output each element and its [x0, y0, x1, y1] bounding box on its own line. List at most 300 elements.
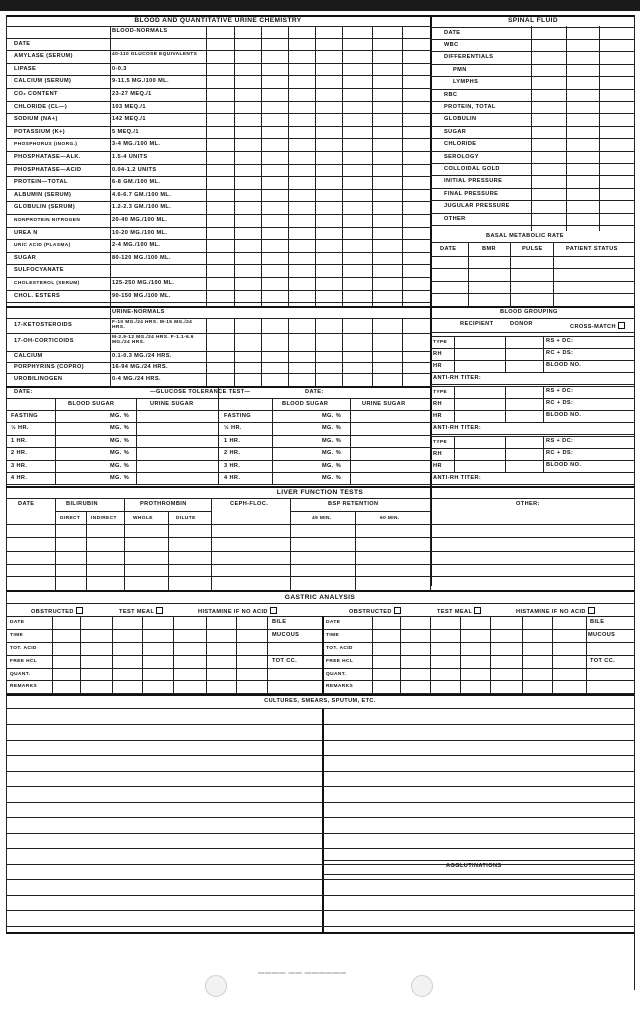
glucose-blood-sugar-heading-2: BLOOD SUGAR	[282, 401, 329, 407]
grid-rule-h	[6, 680, 634, 681]
glucose-time-label: ½ HR.	[11, 424, 29, 431]
bmr-col-date: DATE	[440, 246, 457, 252]
grid-rule-v	[454, 336, 455, 372]
glucose-unit-2: MG. %	[322, 437, 342, 444]
gastric-row-label-left: QUANT.	[10, 671, 31, 677]
spinal-row-label: RBC	[444, 91, 458, 98]
spinal-row-label: JUGULAR PRESSURE	[444, 202, 510, 209]
blood-test-label: URIC ACID (PLASMA)	[14, 242, 71, 248]
liver-bsp-retention: BSP RETENTION	[328, 501, 379, 507]
grid-rule-v	[566, 26, 567, 231]
gastric-left-test-meal: TEST MEAL	[119, 607, 163, 616]
grid-rule-h	[6, 50, 430, 51]
grid-rule-h	[430, 360, 634, 361]
grouping-rc-ds: RC + DS:	[546, 350, 574, 356]
grid-rule-v	[315, 26, 316, 306]
blood-normal-value: 2-4 MG./100 ML.	[112, 241, 161, 248]
glucose-unit-2: MG. %	[322, 474, 342, 481]
grid-rule-h	[6, 668, 634, 669]
blood-grouping-heading: BLOOD GROUPING	[500, 309, 558, 315]
blood-test-label: LIPASE	[14, 65, 37, 72]
grid-rule-h	[6, 694, 634, 696]
grid-rule-h	[322, 860, 634, 861]
grid-rule-h	[6, 138, 430, 139]
blood-normal-value: 6-8 GM./100 ML.	[112, 178, 161, 185]
grid-rule-h	[430, 484, 634, 485]
anti-rh-titer: ANTI-RH TITER:	[433, 475, 482, 481]
liver-indirect: INDIRECT	[91, 516, 117, 521]
gastric-right-histamine: HISTAMINE IF NO ACID	[516, 607, 595, 616]
grid-rule-h	[430, 113, 634, 114]
grid-rule-v	[552, 616, 553, 693]
glucose-unit-2: MG. %	[322, 424, 342, 431]
spinal-row-label: OTHER	[444, 215, 466, 222]
grid-rule-h	[430, 39, 634, 40]
glucose-time-label-2: 3 HR.	[224, 462, 241, 469]
grid-rule-v	[599, 26, 600, 231]
grid-rule-h	[6, 771, 634, 772]
grid-rule-h	[430, 268, 634, 269]
blood-normal-value: 10-20 MG./100 ML.	[112, 229, 168, 236]
grid-rule-h	[6, 537, 634, 538]
grid-rule-h	[55, 511, 211, 512]
grid-rule-v	[142, 616, 143, 693]
grid-rule-h	[6, 755, 634, 756]
liver-date: DATE	[18, 501, 35, 507]
blood-test-label: CHOL. ESTERS	[14, 292, 61, 299]
glucose-time-label-2: ½ HR.	[224, 424, 242, 431]
section-title-blood-chemistry: BLOOD AND QUANTITATIVE URINE CHEMISTRY	[134, 17, 302, 24]
grid-rule-v	[586, 616, 587, 693]
grid-rule-v	[315, 318, 316, 386]
grid-rule-h	[430, 398, 634, 399]
grid-rule-h	[430, 101, 634, 102]
blood-normal-value: 20-40 MG./100 ML.	[112, 216, 168, 223]
grid-rule-v	[372, 616, 373, 693]
grid-rule-h	[430, 175, 634, 176]
grid-rule-h	[6, 603, 634, 604]
grid-rule-h	[6, 318, 430, 319]
grouping-type-label: TYPE	[433, 440, 448, 445]
blood-test-label: SUGAR	[14, 254, 37, 261]
spinal-row-label: SUGAR	[444, 128, 467, 135]
gastric-row-label-left: DATE	[10, 619, 25, 625]
gastric-bile-left: BILE	[272, 619, 287, 625]
grid-rule-h	[6, 252, 430, 253]
grid-rule-h	[6, 101, 430, 102]
grid-rule-h	[6, 629, 634, 630]
grid-rule-h	[430, 188, 634, 189]
grid-rule-h	[6, 277, 430, 278]
grid-rule-v	[55, 398, 56, 485]
urine-normal-value: 16-94 MG./24 HRS.	[112, 364, 168, 370]
grid-rule-h	[6, 848, 634, 849]
blood-test-label: CO₂ CONTENT	[14, 90, 58, 97]
grid-rule-h	[6, 63, 430, 64]
blood-test-label: CALCIUM (SERUM)	[14, 77, 72, 84]
grid-rule-v	[460, 616, 461, 693]
glucose-time-label: 2 HR.	[11, 449, 28, 456]
urine-test-label: 17-OH-CORTICOIDS	[14, 338, 74, 344]
grid-rule-h	[430, 384, 634, 385]
urine-normal-value: F-10 MG./24 HRS. M-15 MG./24 HRS.	[112, 319, 193, 330]
gastric-left-histamine: HISTAMINE IF NO ACID	[198, 607, 277, 616]
grid-rule-v	[553, 242, 554, 306]
grid-rule-h	[430, 436, 634, 437]
grid-rule-h	[6, 616, 634, 617]
grouping-rc-ds: RC + DS:	[546, 400, 574, 406]
show-through-mark: ▬▬▬▬ ▬▬ ▬▬▬▬▬▬	[258, 970, 347, 977]
spinal-row-label: LYMPHS	[453, 78, 479, 85]
grid-rule-v	[288, 26, 289, 306]
grid-rule-v	[454, 386, 455, 422]
grid-rule-v	[355, 511, 356, 590]
blood-normal-value: 90-150 MG./100 ML.	[112, 292, 171, 299]
gastric-left-obstructed: OBSTRUCTED	[31, 607, 83, 616]
grid-rule-h	[430, 472, 634, 473]
spinal-row-label: WBC	[444, 41, 459, 48]
grid-rule-h	[6, 786, 634, 787]
gastric-row-label-right: FREE HCL	[326, 658, 354, 664]
grid-rule-v	[505, 336, 506, 372]
gastric-row-label-left: TOT. ACID	[10, 645, 37, 651]
grid-rule-v	[6, 586, 7, 932]
grid-rule-h	[430, 422, 634, 423]
grid-rule-h	[322, 874, 634, 875]
grid-rule-v	[110, 26, 111, 306]
blood-test-label: CHOLESTEROL (SERUM)	[14, 280, 80, 286]
grid-rule-h	[6, 802, 634, 803]
grouping-hr-label: HR	[433, 363, 442, 369]
grid-rule-h	[6, 486, 634, 488]
grouping-hr-label: HR	[433, 413, 442, 419]
blood-test-label: SODIUM (NA+)	[14, 115, 58, 122]
grid-rule-v	[211, 498, 212, 590]
grid-rule-v	[400, 616, 401, 693]
blood-test-label: PROTEIN—TOTAL	[14, 178, 68, 185]
grid-rule-v	[505, 386, 506, 422]
grid-rule-h	[430, 213, 634, 214]
gastric-left-test-meal-checkbox[interactable]	[156, 607, 163, 614]
glucose-time-label: FASTING	[11, 412, 39, 419]
grid-rule-h	[6, 833, 634, 834]
grid-rule-v	[168, 511, 169, 590]
grid-rule-h	[430, 64, 634, 65]
grid-rule-h	[430, 372, 634, 373]
blood-normal-value: 142 MEQ./1	[112, 115, 146, 122]
gastric-right-test-meal: TEST MEAL	[437, 607, 481, 616]
glucose-time-label-2: FASTING	[224, 412, 252, 419]
gastric-totcc-left: TOT CC.	[272, 658, 298, 664]
glucose-time-label-2: 4 HR.	[224, 474, 241, 481]
urine-normals-heading: URINE-NORMALS	[112, 309, 165, 315]
grid-rule-h	[430, 27, 634, 28]
grid-rule-v	[6, 15, 7, 586]
liver-function-title: LIVER FUNCTION TESTS	[276, 489, 364, 496]
cross-match-checkbox[interactable]	[618, 322, 625, 329]
grid-rule-h	[430, 151, 634, 152]
gastric-mucous-left: MUCOUS	[272, 632, 300, 638]
grid-rule-v	[468, 242, 469, 306]
glucose-unit-2: MG. %	[322, 412, 342, 419]
grid-rule-v	[234, 26, 235, 306]
grid-rule-v	[402, 26, 403, 306]
blood-test-label: ALBUMIN (SERUM)	[14, 191, 72, 198]
grid-rule-h	[6, 351, 430, 352]
grid-rule-h	[6, 306, 634, 308]
grid-rule-v	[206, 318, 207, 386]
grouping-rs-dc: RS + DC:	[546, 438, 574, 444]
grid-rule-v	[505, 436, 506, 472]
grid-rule-h	[430, 225, 634, 226]
grouping-blood-no: BLOOD NO.	[546, 412, 582, 418]
grid-rule-h	[430, 281, 634, 282]
grid-rule-h	[6, 75, 430, 76]
grid-rule-h	[430, 138, 634, 139]
blood-normal-value: 0-0.3	[112, 65, 127, 72]
grid-rule-h	[6, 113, 430, 114]
punch-hole-left	[205, 975, 227, 997]
grid-rule-h	[6, 910, 634, 911]
grouping-blood-no: BLOOD NO.	[546, 362, 582, 368]
grid-rule-v	[634, 15, 635, 990]
gastric-row-label-right: REMARKS	[326, 683, 354, 689]
grid-rule-v	[342, 318, 343, 386]
gastric-mucous-right: MUCOUS	[588, 632, 616, 638]
grid-rule-h	[6, 926, 634, 927]
liver-direct: DIRECT	[60, 516, 81, 521]
urine-test-label: CALCIUM	[14, 353, 43, 359]
blood-test-label: UREA N	[14, 229, 38, 236]
liver-whole: WHOLE	[133, 516, 153, 521]
liver-ceph-floc: CEPH-FLOC.	[230, 501, 269, 507]
grid-rule-h	[6, 740, 634, 741]
grid-rule-h	[6, 642, 634, 643]
gastric-row-label-left: REMARKS	[10, 683, 38, 689]
glucose-urine-sugar-heading-2: URINE SUGAR	[362, 401, 406, 407]
grid-rule-v	[430, 616, 431, 693]
gastric-right-obstructed-checkbox[interactable]	[394, 607, 401, 614]
grid-rule-v	[110, 306, 111, 386]
gastric-right-test-meal-checkbox[interactable]	[474, 607, 481, 614]
blood-normal-value: 40-110 GLUCOSE EQUIVALENTS	[112, 51, 198, 57]
grid-rule-h	[6, 227, 430, 228]
urine-normal-value: M-2.9-12 MG./24 HRS. F-1.1-6.6 MG./24 HRS.	[112, 334, 194, 345]
grid-rule-h	[430, 163, 634, 164]
gastric-totcc-right: TOT CC.	[590, 658, 616, 664]
grid-rule-h	[6, 264, 430, 265]
grid-rule-v	[112, 616, 113, 693]
gastric-left-histamine-checkbox[interactable]	[270, 607, 277, 614]
gastric-right-histamine-checkbox[interactable]	[588, 607, 595, 614]
liver-other: OTHER:	[516, 501, 540, 507]
liver-45-min: 45 MIN.	[312, 516, 332, 521]
glucose-tolerance-title: —GLUCOSE TOLERANCE TEST—	[150, 389, 251, 395]
grid-rule-v	[350, 398, 351, 485]
spinal-row-label: SEROLOGY	[444, 153, 479, 160]
grid-rule-h	[430, 242, 634, 243]
grid-rule-h	[6, 164, 430, 165]
grid-rule-v	[543, 336, 544, 372]
grid-rule-h	[430, 89, 634, 90]
blood-test-label: PHOSPHORUS (INORG.)	[14, 141, 78, 147]
grid-rule-h	[6, 239, 430, 240]
spinal-row-label: COLLOIDAL GOLD	[444, 165, 500, 172]
blood-test-label: SULFOCYANATE	[14, 266, 64, 273]
grid-rule-h	[6, 576, 634, 577]
grid-rule-h	[430, 318, 634, 319]
grid-rule-h	[430, 51, 634, 52]
grid-rule-v	[510, 242, 511, 306]
grid-rule-v	[531, 26, 532, 231]
glucose-blood-sugar-heading: BLOOD SUGAR	[68, 401, 115, 407]
grouping-rc-ds: RC + DS:	[546, 450, 574, 456]
grid-rule-h	[430, 410, 634, 411]
gastric-row-label-right: DATE	[326, 619, 341, 625]
grid-rule-h	[6, 126, 430, 127]
grid-rule-h	[6, 201, 430, 202]
grid-rule-h	[430, 460, 634, 461]
grouping-rh-label: RH	[433, 351, 442, 357]
grouping-recipient: RECIPIENT	[460, 321, 494, 327]
urine-normal-value: 0.1-0.3 MG./24 HRS.	[112, 353, 172, 359]
grid-rule-h	[6, 590, 634, 592]
grid-rule-h	[430, 336, 634, 337]
urine-test-label: 17-KETOSTEROIDS	[14, 322, 73, 328]
punch-hole-right	[411, 975, 433, 997]
spinal-row-label: DATE	[444, 29, 461, 36]
blood-normal-value: 1.5-4 UNITS	[112, 153, 148, 160]
grid-rule-h	[290, 511, 430, 512]
urine-test-label: PORPHYRINS (COPRO)	[14, 364, 84, 370]
grid-rule-h	[6, 151, 430, 152]
grid-rule-h	[430, 126, 634, 127]
glucose-unit: MG. %	[110, 412, 130, 419]
grid-rule-v	[218, 386, 219, 485]
grid-rule-v	[342, 26, 343, 306]
glucose-unit: MG. %	[110, 462, 130, 469]
grid-rule-h	[6, 708, 634, 709]
grid-rule-h	[430, 434, 634, 435]
grid-rule-v	[543, 386, 544, 422]
blood-normal-value: 125-250 MG./100 ML.	[112, 279, 175, 286]
blood-normal-value: 5 MEQ./1	[112, 128, 139, 135]
grid-rule-v	[55, 498, 56, 590]
grid-rule-v	[543, 436, 544, 472]
blood-test-label: CHLORIDE (CL—)	[14, 103, 68, 110]
grouping-hr-label: HR	[433, 463, 442, 469]
grouping-type-label: TYPE	[433, 340, 448, 345]
grid-rule-v	[206, 616, 207, 693]
urine-test-label: UROBILINOGEN	[14, 376, 63, 382]
grouping-rs-dc: RS + DC:	[546, 388, 574, 394]
grouping-cross-match: CROSS-MATCH	[570, 322, 625, 331]
grid-rule-h	[6, 38, 430, 39]
bmr-col-pulse: PULSE	[522, 246, 543, 252]
grid-rule-v	[372, 26, 373, 306]
grid-rule-h	[6, 362, 430, 363]
grid-rule-h	[430, 76, 634, 77]
grid-rule-v	[124, 498, 125, 590]
grid-rule-h	[430, 348, 634, 349]
grouping-rh-label: RH	[433, 401, 442, 407]
grid-rule-h	[6, 26, 430, 27]
grid-rule-h	[6, 655, 634, 656]
grid-rule-h	[6, 864, 634, 865]
spinal-row-label: PMN	[453, 66, 467, 73]
grid-rule-h	[430, 386, 634, 387]
gastric-right-obstructed: OBSTRUCTED	[349, 607, 401, 616]
gastric-left-obstructed-checkbox[interactable]	[76, 607, 83, 614]
blood-normal-value: 103 MEQ./1	[112, 103, 146, 110]
grid-rule-h	[6, 214, 430, 215]
glucose-time-label: 3 HR.	[11, 462, 28, 469]
grid-rule-v	[52, 616, 53, 693]
spinal-row-label: FINAL PRESSURE	[444, 190, 499, 197]
grid-rule-v	[454, 436, 455, 472]
grid-rule-h	[6, 564, 634, 565]
grid-rule-v	[322, 708, 324, 932]
glucose-time-label: 4 HR.	[11, 474, 28, 481]
glucose-time-label: 1 HR.	[11, 437, 28, 444]
grouping-rs-dc: RS + DC:	[546, 338, 574, 344]
glucose-date2-label: DATE:	[305, 389, 324, 395]
gastric-bile-right: BILE	[590, 619, 605, 625]
grid-rule-h	[430, 332, 634, 333]
grouping-donor: DONOR	[510, 321, 533, 327]
liver-dilute: DILUTE	[176, 516, 196, 521]
grid-rule-h	[6, 189, 430, 190]
grid-rule-v	[322, 616, 324, 693]
grid-rule-h	[6, 524, 634, 525]
blood-normal-value: 1.2-2.3 GM./100 ML.	[112, 203, 172, 210]
blood-test-label: NONPROTEIN NITROGEN	[14, 217, 81, 223]
blood-normals-heading: BLOOD-NORMALS	[112, 28, 168, 34]
gastric-row-label-left: TIME	[10, 632, 24, 638]
grouping-type-label: TYPE	[433, 390, 448, 395]
blood-normal-value: 9-11.5 MG./100 ML.	[112, 77, 169, 84]
liver-bilirubin: BILIRUBIN	[66, 501, 98, 507]
spinal-row-label: DIFFERENTIALS	[444, 53, 494, 60]
glucose-date-label: DATE:	[14, 389, 33, 395]
spinal-row-label: CHLORIDE	[444, 140, 477, 147]
grid-rule-h	[6, 373, 430, 374]
grid-rule-v	[173, 616, 174, 693]
gastric-row-label-right: TIME	[326, 632, 340, 638]
grid-rule-v	[236, 616, 237, 693]
grid-rule-h	[430, 256, 634, 257]
glucose-unit: MG. %	[110, 437, 130, 444]
blood-test-label: PHOSPHATASE—ALK.	[14, 153, 81, 160]
grid-rule-v	[267, 616, 268, 693]
grid-rule-v	[261, 318, 262, 386]
gastric-title: GASTRIC ANALYSIS	[284, 594, 356, 601]
bmr-col-bmr: BMR	[482, 246, 496, 252]
grid-rule-h	[6, 176, 430, 177]
section-title-spinal-fluid: SPINAL FLUID	[507, 17, 559, 24]
glucose-urine-sugar-heading: URINE SUGAR	[150, 401, 194, 407]
spinal-row-label: INITIAL PRESSURE	[444, 177, 503, 184]
grid-rule-v	[272, 398, 273, 485]
grid-rule-v	[234, 318, 235, 386]
blood-test-label: PHOSPHATASE—ACID	[14, 166, 82, 173]
anti-rh-titer: ANTI-RH TITER:	[433, 425, 482, 431]
grid-rule-v	[136, 398, 137, 485]
blood-test-label: GLOBULIN (SERUM)	[14, 203, 76, 210]
grid-rule-h	[6, 498, 634, 499]
blood-test-label: POTASSIUM (K+)	[14, 128, 66, 135]
grid-rule-h	[6, 932, 634, 934]
